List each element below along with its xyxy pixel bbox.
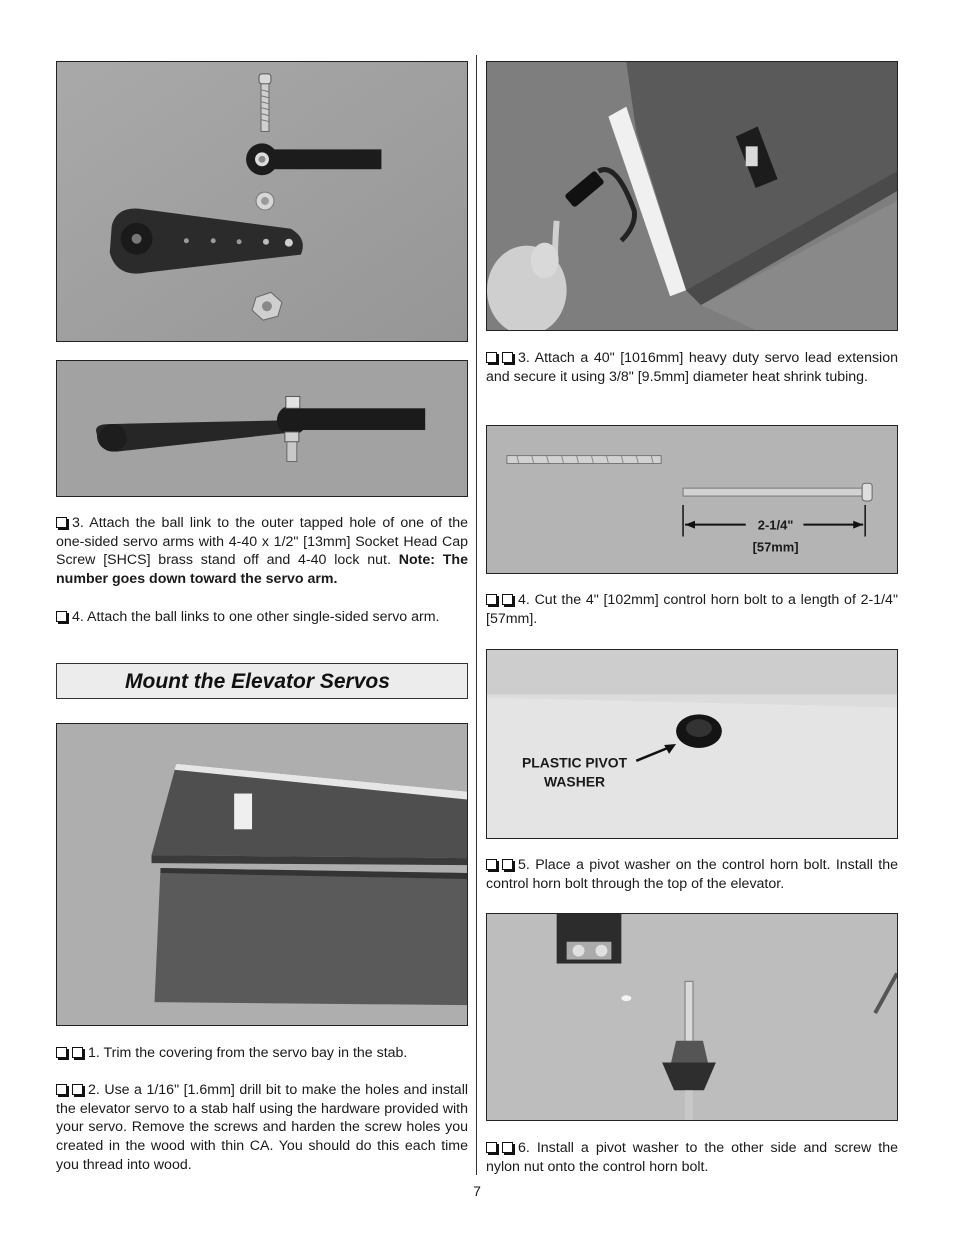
checkbox-icon[interactable] [486,352,497,363]
checkbox-icon[interactable] [502,594,513,605]
checkbox-icon[interactable] [72,1047,83,1058]
right-step6-instruction: 6. Install a pivot washer to the other side and screw the nylon nut onto the control horn bolt. [486,1140,898,1175]
right-step3-instruction: 3. Attach a 40" [1016mm] heavy duty servo lead extension and secure it using 3/8" [9.5mm] diameter heat shrink tubing. [486,350,898,385]
bolt-dimension-label: 2-1/4" [757,517,794,533]
checkbox-icon[interactable] [56,611,67,622]
left-step4-instruction: 4. Attach the ball links to one other single-sided servo arm. [56,608,468,627]
pivot-washer-label-2: WASHER [544,773,606,790]
checkbox-icon[interactable] [56,1084,67,1095]
photo-stab-servo-bay [56,723,468,1026]
photo-servo-arm-hardware [56,61,468,342]
checkbox-icon[interactable] [56,1047,67,1058]
elevator-step1-instruction: 1. Trim the covering from the servo bay in the stab. [56,1044,468,1063]
photo-control-horn-bolt [486,425,898,574]
elevator-step2-instruction: 2. Use a 1/16" [1.6mm] drill bit to make the holes and install the elevator servo to a stab half using the hardware provided with your servo. Remove the screws and harden the screw holes you created in the wood with thin CA. You should do this each time you thread into wood. [56,1082,468,1173]
photo-control-horn-nut [486,913,898,1121]
pivot-washer-label: PLASTIC PIVOT [522,754,628,771]
checkbox-icon[interactable] [486,594,497,605]
left-step3-instruction: 3. Attach the ball link to the outer tapped hole of one of the one-sided servo arms with 4-40 x 1/2" [13mm] Socket Head Cap Screw [SHCS] brass stand off and 4-40 lock nut. Note: The number goes down toward the servo arm. [56,515,468,588]
photo-pivot-washer [486,649,898,839]
right-step5-instruction: 5. Place a pivot washer on the control horn bolt. Install the control horn bolt through the top of the elevator. [486,857,898,892]
checkbox-icon[interactable] [486,859,497,870]
checkbox-icon[interactable] [502,352,513,363]
bolt-dimension-metric: [57mm] [752,539,799,555]
checkbox-icon[interactable] [502,859,513,870]
column-divider [476,55,477,1175]
photo-ball-link-assembled [56,360,468,497]
section-header [56,663,468,699]
checkbox-icon[interactable] [486,1142,497,1153]
photo-servo-lead-extension [486,61,898,331]
left-step3-note: Note: The number goes down toward the servo arm. [56,552,468,588]
section-title: Mount the Elevator Servos [125,670,390,693]
checkbox-icon[interactable] [56,517,67,528]
right-step4-instruction: 4. Cut the 4" [102mm] control horn bolt to a length of 2-1/4" [57mm]. [486,592,898,627]
page-number: 7 [473,1183,481,1199]
checkbox-icon[interactable] [502,1142,513,1153]
checkbox-icon[interactable] [72,1084,83,1095]
